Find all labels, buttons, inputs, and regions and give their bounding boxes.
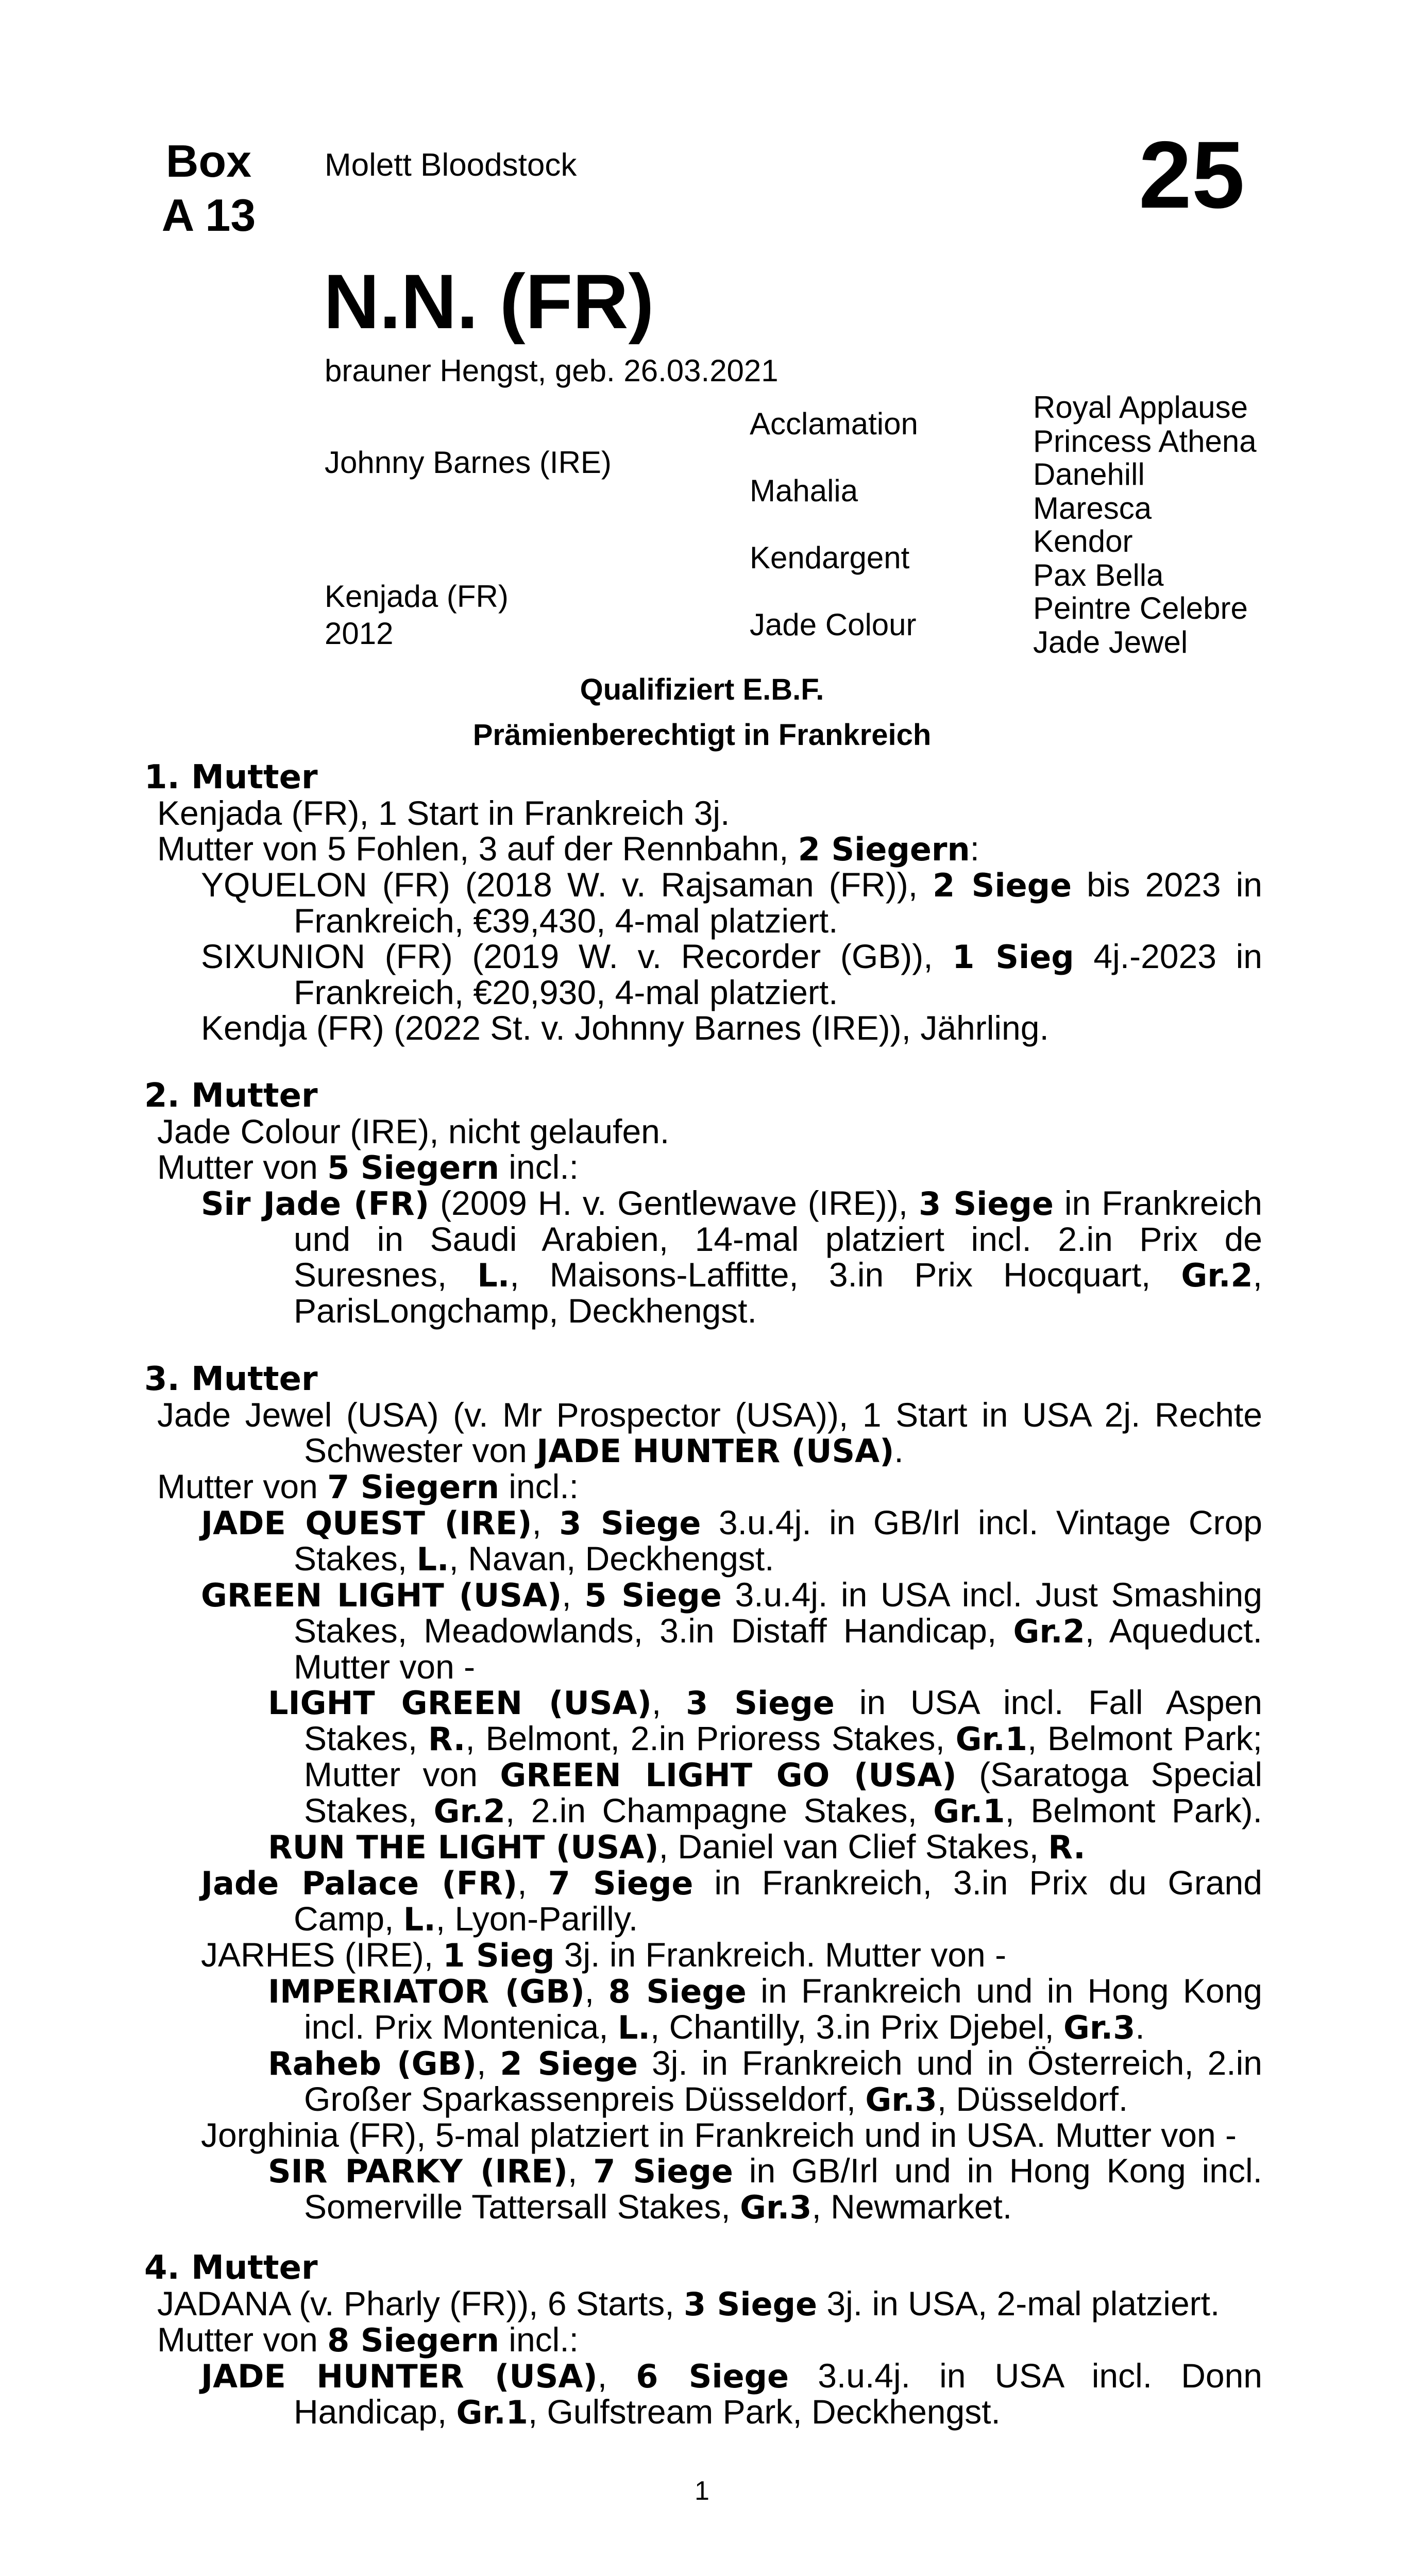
produce-entry-cont: Frankreich, €20,930, 4-mal platziert. (294, 973, 838, 1011)
produce-entry: Sir Jade (FR) (2009 H. v. Gentlewave (IRE)), 3 Siege in Frankreich (201, 1184, 1262, 1223)
grand-produce-entry: RUN THE LIGHT (USA), Daniel van Clief Stakes, R. (268, 1827, 1086, 1866)
section-heading: 2. Mutter (144, 1077, 318, 1115)
produce-entry-cont: Frankreich, €39,430, 4-mal platziert. (294, 902, 838, 940)
grand-produce-entry: Raheb (GB), 2 Siege 3j. in Frankreich und in Österreich, 2.in (268, 2044, 1262, 2082)
produce-entry: YQUELON (FR) (2018 W. v. Rajsaman (FR)), 2 Siege bis 2023 in (201, 866, 1262, 904)
produce-entry-cont: Stakes, Meadowlands, 3.in Distaff Handicap, Gr.2, Aqueduct. (294, 1612, 1262, 1650)
produce-entry-cont: ParisLongchamp, Deckhengst. (294, 1292, 757, 1330)
pedigree-g3-1: Royal Applause (1033, 390, 1248, 425)
pedigree-dam: Kenjada (FR) (325, 579, 509, 614)
pedigree-g3-2: Princess Athena (1033, 424, 1257, 459)
dam-line: JADANA (v. Pharly (FR)), 6 Starts, 3 Siege 3j. in USA, 2-mal platziert. (157, 2284, 1220, 2323)
first-dam-section (144, 760, 1262, 1046)
fourth-dam-section (144, 2250, 1262, 2430)
grand-produce-entry-cont: Mutter von GREEN LIGHT GO (USA) (Saratoga Special (304, 1755, 1262, 1794)
produce-entry: Jade Palace (FR), 7 Siege in Frankreich, 3.in Prix du Grand (201, 1863, 1262, 1902)
qualification-premium: Prämienberechtigt in Frankreich (472, 718, 932, 752)
produce-entry: Jorghinia (FR), 5-mal platziert in Frankreich und in USA. Mutter von - (201, 2116, 1237, 2154)
grand-produce-entry-cont: Stakes, R., Belmont, 2.in Prioress Stakes, Gr.1, Belmont Park; (304, 1719, 1262, 1758)
box-word: Box (165, 135, 252, 187)
pedigree-dam-sire: Kendargent (750, 540, 910, 575)
pedigree-g3-3: Danehill (1033, 457, 1145, 492)
produce-line: Mutter von 8 Siegern incl.: (157, 2320, 579, 2359)
produce-entry: GREEN LIGHT (USA), 5 Siege 3.u.4j. in USA incl. Just Smashing (201, 1575, 1262, 1614)
pedigree-g3-6: Pax Bella (1033, 558, 1164, 592)
produce-entry-cont: Camp, L., Lyon-Parilly. (294, 1900, 638, 1938)
produce-entry-cont: Mutter von - (294, 1648, 476, 1686)
section-heading: 3. Mutter (144, 1360, 318, 1398)
pedigree-sire-dam: Mahalia (750, 473, 858, 508)
pedigree-dam-dam: Jade Colour (750, 607, 917, 642)
second-dam-section (144, 1078, 1262, 1329)
produce-entry: JARHES (IRE), 1 Sieg 3j. in Frankreich. Mutter von - (201, 1936, 1007, 1974)
pedigree-dam-year: 2012 (325, 616, 394, 651)
produce-entry: JADE QUEST (IRE), 3 Siege 3.u.4j. in GB/Irl incl. Vintage Crop (201, 1503, 1262, 1542)
dam-line-cont: Schwester von JADE HUNTER (USA). (304, 1431, 904, 1470)
produce-entry-cont: Suresnes, L., Maisons-Laffitte, 3.in Prix Hocquart, Gr.2, (294, 1256, 1263, 1294)
produce-entry: SIXUNION (FR) (2019 W. v. Recorder (GB)), 1 Sieg 4j.-2023 in (201, 937, 1262, 976)
page-number: 1 (695, 2476, 709, 2506)
pedigree-sire-sire: Acclamation (750, 406, 918, 441)
dam-line: Jade Jewel (USA) (v. Mr Prospector (USA)), 1 Start in USA 2j. Rechte (157, 1396, 1262, 1434)
produce-entry-cont: Stakes, L., Navan, Deckhengst. (294, 1539, 774, 1578)
pedigree-g3-5: Kendor (1033, 524, 1133, 558)
grand-produce-entry: LIGHT GREEN (USA), 3 Siege in USA incl. Fall Aspen (268, 1683, 1262, 1722)
pedigree-g3-7: Peintre Celebre (1033, 591, 1248, 625)
section-heading: 1. Mutter (144, 758, 318, 796)
grand-produce-entry: SIR PARKY (IRE), 7 Siege in GB/Irl und in Hong Kong incl. (268, 2151, 1262, 2190)
produce-entry: JADE HUNTER (USA), 6 Siege 3.u.4j. in USA incl. Donn (201, 2357, 1262, 2395)
dam-line: Jade Colour (IRE), nicht gelaufen. (157, 1112, 670, 1150)
box-label (144, 134, 273, 242)
produce-line: Mutter von 7 Siegern incl.: (157, 1467, 579, 1506)
produce-line: Mutter von 5 Fohlen, 3 auf der Rennbahn, 2 Siegern: (157, 829, 979, 868)
horse-name: N.N. (FR) (324, 258, 654, 345)
lot-number: 25 (1139, 122, 1245, 228)
produce-entry-cont: und in Saudi Arabien, 14-mal platziert incl. 2.in Prix de (294, 1220, 1262, 1258)
third-dam-section (144, 1362, 1262, 2225)
section-heading: 4. Mutter (144, 2249, 318, 2287)
grand-produce-entry-cont: Stakes, Gr.2, 2.in Champagne Stakes, Gr.1, Belmont Park). (304, 1791, 1262, 1830)
grand-produce-entry-cont: Somerville Tattersall Stakes, Gr.3, Newmarket. (304, 2188, 1012, 2226)
pedigree-sire: Johnny Barnes (IRE) (325, 445, 612, 480)
produce-entry-cont: Handicap, Gr.1, Gulfstream Park, Deckhengst. (294, 2393, 1001, 2431)
produce-line: Mutter von 5 Siegern incl.: (157, 1148, 579, 1187)
produce-entry: Kendja (FR) (2022 St. v. Johnny Barnes (IRE)), Jährling. (201, 1009, 1049, 1047)
horse-description: brauner Hengst, geb. 26.03.2021 (325, 353, 779, 388)
pedigree-g3-8: Jade Jewel (1033, 625, 1188, 659)
grand-produce-entry-cont: incl. Prix Montenica, L., Chantilly, 3.in Prix Djebel, Gr.3. (304, 2008, 1145, 2046)
grand-produce-entry-cont: Großer Sparkassenpreis Düsseldorf, Gr.3, Düsseldorf. (304, 2080, 1128, 2119)
box-number: A 13 (161, 190, 256, 241)
grand-produce-entry: IMPERIATOR (GB), 8 Siege in Frankreich und in Hong Kong (268, 1972, 1262, 2010)
pedigree-g3-4: Maresca (1033, 491, 1152, 526)
qualification-ebf: Qualifiziert E.B.F. (580, 673, 824, 706)
dam-line: Kenjada (FR), 1 Start in Frankreich 3j. (157, 794, 730, 832)
seller-name: Molett Bloodstock (325, 147, 577, 183)
